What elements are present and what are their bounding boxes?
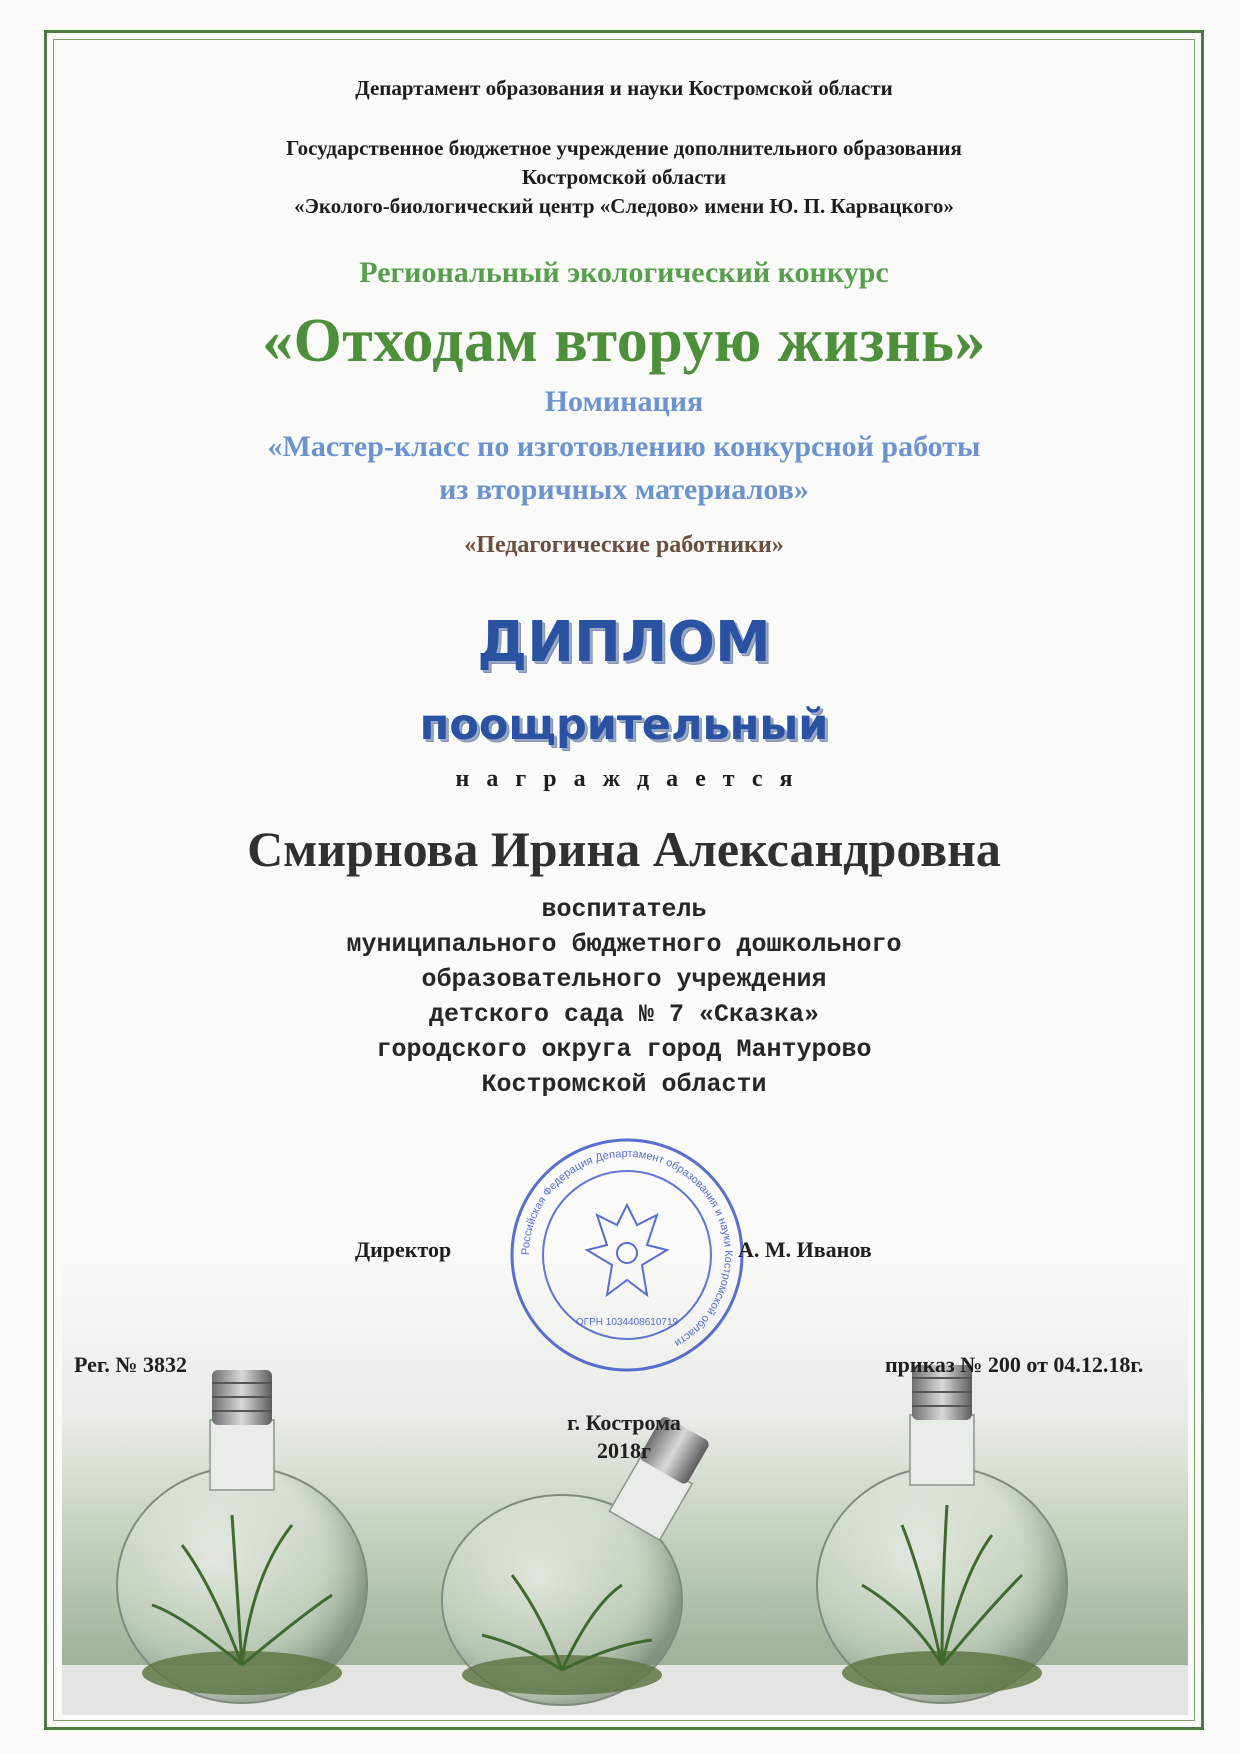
institution-line-3: «Эколого-биологический центр «Следово» имени Ю. П. Карвацкого» bbox=[294, 194, 954, 218]
recipient-org-line-3: детского сада № 7 «Сказка» bbox=[428, 1000, 820, 1029]
institution-line-2: Костромской области bbox=[521, 165, 727, 189]
official-seal bbox=[507, 1135, 747, 1375]
nomination-line-1: «Мастер-класс по изготовлению конкурсной работы bbox=[267, 430, 981, 463]
diploma-title: ДИПЛОМ bbox=[477, 610, 771, 675]
recipient-position: воспитатель bbox=[541, 895, 707, 924]
institution-line-1: Государственное бюджетное учреждение дополнительного образования bbox=[286, 136, 962, 160]
nomination-line-2: из вторичных материалов» bbox=[439, 473, 809, 506]
eagle-emblem-icon bbox=[587, 1205, 667, 1295]
nomination-label: Номинация bbox=[544, 385, 704, 418]
seal-ogrn: ОГРН 1034408610719 bbox=[575, 1317, 679, 1328]
registration-number: Рег. № 3832 bbox=[74, 1352, 188, 1377]
recipient-org-line-2: образовательного учреждения bbox=[421, 965, 827, 994]
awarded-text: награждается bbox=[455, 766, 810, 792]
seal-text: Российская Федерация Департамент образования и науки Костромской области bbox=[519, 1147, 735, 1349]
category: «Педагогические работники» bbox=[464, 532, 784, 558]
order-reference: приказ № 200 от 04.12.18г. bbox=[885, 1352, 1144, 1377]
recipient-org-line-5: Костромской области bbox=[481, 1070, 767, 1099]
city: г. Кострома bbox=[567, 1410, 681, 1435]
department-line: Департамент образования и науки Костромской области bbox=[355, 76, 893, 100]
year: 2018г bbox=[597, 1438, 651, 1463]
director-name: А. М. Иванов bbox=[738, 1237, 872, 1262]
contest-subtitle: Региональный экологический конкурс bbox=[359, 256, 889, 289]
recipient-org-line-1: муниципального бюджетного дошкольного bbox=[346, 930, 902, 959]
diploma-subtitle: поощрительный bbox=[419, 700, 829, 750]
recipient-org-line-4: городского округа город Мантурово bbox=[376, 1035, 872, 1064]
recipient-name: Смирнова Ирина Александровна bbox=[247, 821, 1001, 877]
director-label: Директор bbox=[355, 1237, 452, 1262]
contest-title: «Отходам вторую жизнь» bbox=[262, 307, 986, 375]
